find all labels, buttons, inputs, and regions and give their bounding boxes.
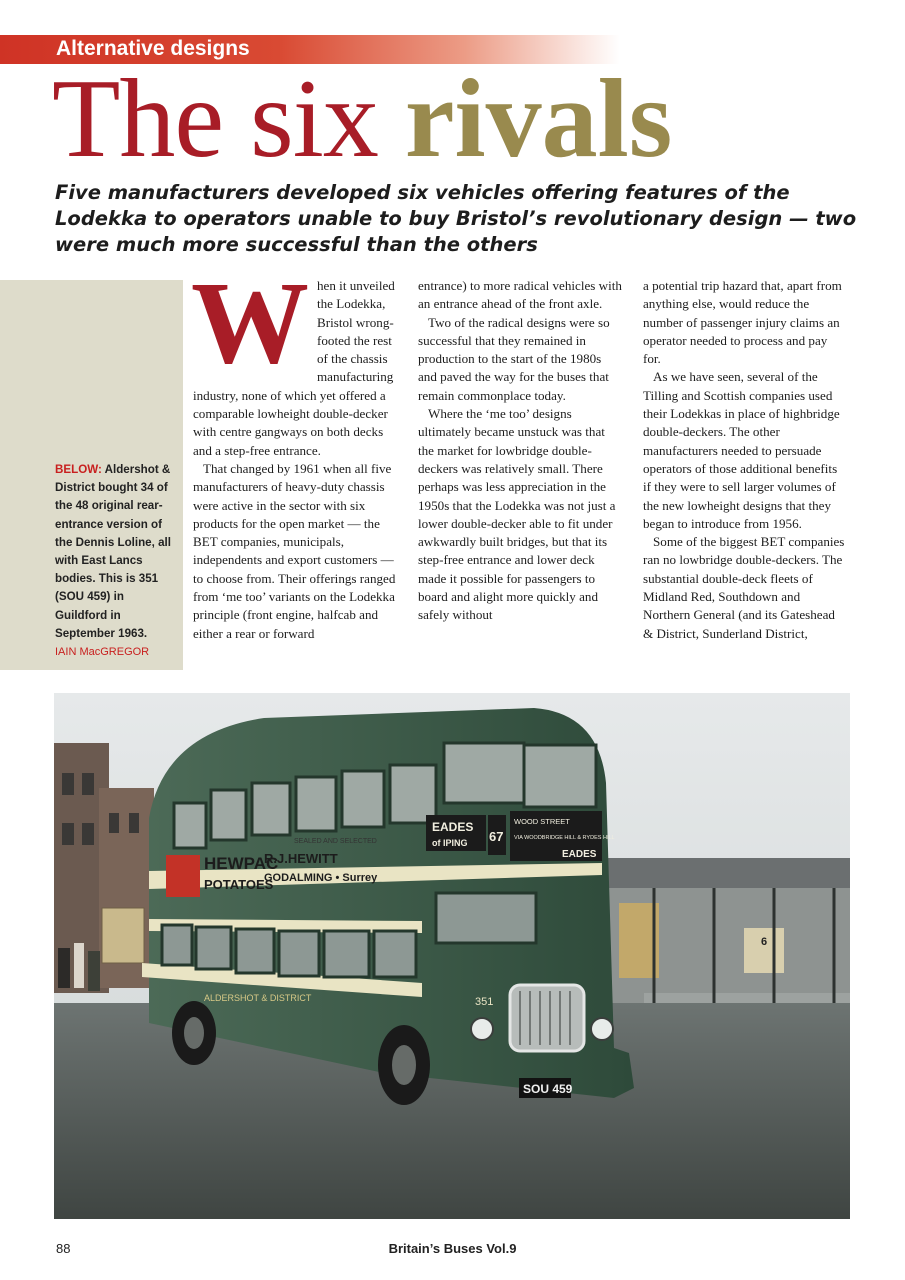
fleet-number: 351 [475, 996, 494, 1008]
article-paragraph: Where the ‘me too’ designs ultimately became unstuck was that the market for lowbridge double-deckers was relatively small. There perhaps was less appreciation in the 1950s that the Lodekka was not just a lower double-decker able to fit under awkwardly built bridges, but that its step-free entrance and lower deck made it possible for passengers to board and alight more quickly and safely without [418, 406, 616, 623]
bus-stand-number: 6 [761, 936, 768, 948]
ad-hewpac: HEWPAC [204, 854, 279, 873]
route-number: 67 [489, 829, 504, 844]
article-column-3 [643, 277, 847, 643]
destination-wood-street: WOOD STREET [514, 817, 570, 826]
article-paragraph: When it unveiled the Lodekka, Bristol wrong-footed the rest of the chassis manufacturing industry, none of which yet offered a comparable lowheight double-decker with centre gangways on both decks and a step-free entrance. [191, 257, 395, 458]
section-label: Alternative designs [56, 37, 250, 60]
article-paragraph: Some of the biggest BET companies ran no lowbridge double-deckers. The substantial double-deck fleets of Midland Red, Southdown and Northern General (and its Gateshead & District, Sunderland District, [643, 534, 845, 641]
fleet-name: ALDERSHOT & DISTRICT [204, 993, 312, 1003]
destination-via: VIA WOODBRIDGE HILL & RYDES HILL [514, 835, 615, 841]
headline-word-1: The six [52, 57, 378, 181]
publication-title: Britain’s Buses Vol.9 [388, 1241, 517, 1256]
caption-lead: BELOW: [55, 463, 102, 476]
page-number: 88 [56, 1241, 71, 1256]
article-paragraph: That changed by 1961 when all five manufacturers of heavy-duty chassis were active in the sector with six products for the open market — the BET companies, municipals, independents and export customers — to choose from. Their offerings ranged from ‘me too’ variants on the Lodekka principle (front engine, halfcab and either a rear or forward [193, 460, 396, 641]
ad-sealed: SEALED AND SELECTED [294, 838, 377, 845]
article-paragraph: a potential trip hazard that, apart from anything else, would reduce the number of passenger injury claims an operator needed to process and pay for. [643, 278, 842, 367]
headline-word-2: rivals [404, 57, 673, 181]
registration-plate: SOU 459 [523, 1082, 573, 1096]
ad-rj-hewitt: R.J.HEWITT [264, 851, 338, 866]
destination-iping: of IPING [432, 838, 468, 848]
article-paragraph: As we have seen, several of the Tilling and Scottish companies used their Lodekkas in place of highbridge double-deckers. The other manufacturers needed to persuade operators of those additional benefits if they were to sell larger volumes of the new lowheight designs that they began to introduce from 1956. [643, 369, 840, 531]
article-column-2 [418, 277, 622, 625]
ad-godalming: GODALMING • Surrey [264, 872, 378, 884]
article-column-1 [191, 257, 397, 643]
bus-photo [54, 693, 850, 1219]
caption-text: Aldershot & District bought 34 of the 48 original rear-entrance version of the Dennis Loline, all with East Lancs bodies. This is 351 (SOU 459) in Guildford in September 1963. [55, 463, 171, 640]
ad-potatoes: POTATOES [204, 877, 274, 892]
destination-eades: EADES [432, 820, 474, 834]
destination-eades-2: EADES [562, 849, 597, 860]
article-paragraph: Two of the radical designs were so successful that they remained in production to the start of the 1980s and paved the way for the buses that remain commonplace today. [418, 314, 610, 403]
standfirst: Five manufacturers developed six vehicles offering features of the Lodekka to operators unable to buy Bristol’s revolutionary design — two were much more successful than the others [55, 181, 857, 256]
photo-credit: IAIN MacGREGOR [55, 646, 150, 659]
article-paragraph: entrance) to more radical vehicles with an entrance ahead of the front axle. [418, 278, 622, 312]
drop-cap: W [191, 257, 309, 388]
photo-caption [55, 461, 177, 661]
headline [52, 56, 672, 182]
